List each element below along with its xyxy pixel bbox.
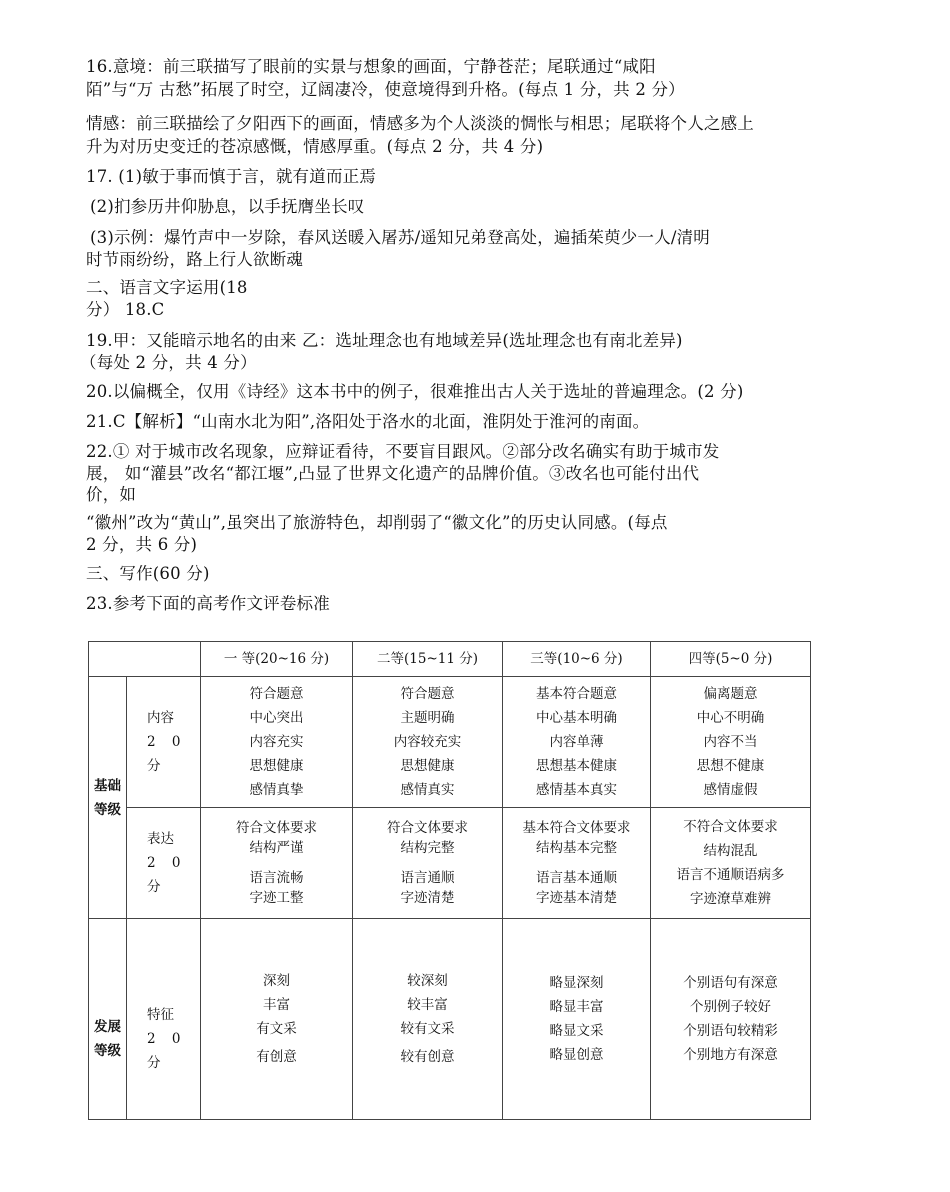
content-criterion-label	[127, 677, 201, 808]
cell-line: 符合文体要求	[236, 820, 317, 836]
cell-line: 有创意	[256, 1049, 297, 1065]
cell-line: 结构基本完整	[536, 840, 617, 856]
cell-line: 内容充实	[249, 734, 304, 750]
table-row-expression	[89, 808, 811, 919]
table-row-feature	[89, 919, 811, 1120]
criterion-label-line: 分	[147, 879, 161, 895]
expression-grade-3-cell	[503, 808, 651, 919]
header-grade-1: 一 等(20~16 分)	[201, 642, 353, 677]
expression-grade-1-cell	[201, 808, 353, 919]
answer-16-line-4: 升为对历史变迁的苍凉感慨，情感厚重。(每点 2 分，共 4 分)	[86, 137, 544, 156]
section-3-heading: 三、写作(60 分)	[86, 564, 210, 583]
cell-line: 思想健康	[249, 758, 304, 774]
cell-line: 语言通顺	[400, 870, 455, 886]
cell-line: 内容不当	[703, 734, 758, 750]
cell-line: 较有文采	[400, 1021, 455, 1037]
criterion-label-line: 分	[147, 758, 161, 774]
answer-22-line-2: 展， 如“灌县”改名“都江堰”,凸显了世界文化遗产的品牌价值。③改名也可能付出代	[86, 464, 700, 483]
answer-20-line: 20.以偏概全，仅用《诗经》这本书中的例子，很难推出古人关于选址的普遍理念。(2 分)	[86, 382, 744, 401]
cell-line: 符合文体要求	[387, 820, 468, 836]
cell-line: 内容单薄	[549, 734, 604, 750]
cell-spacer	[353, 858, 502, 868]
cell-line: 偏离题意	[703, 686, 758, 702]
cell-line: 中心不明确	[696, 710, 765, 726]
cell-line: 感情基本真实	[536, 782, 617, 798]
criterion-label-line: 2 0	[147, 855, 187, 871]
expression-grade-2-cell	[353, 808, 503, 919]
header-grade-4: 四等(5~0 分)	[651, 642, 811, 677]
feature-grade-4-cell	[651, 919, 811, 1120]
cell-line: 个别地方有深意	[683, 1047, 778, 1063]
feature-grade-1-cell	[201, 919, 353, 1120]
cell-line: 字迹清楚	[400, 890, 455, 906]
criterion-label-line: 表达	[147, 831, 174, 847]
answer-16-line-3: 情感：前三联描绘了夕阳西下的画面，情感多为个人淡淡的惆怅与相思；尾联将个人之感上	[86, 114, 754, 133]
header-grade-2: 二等(15~11 分)	[353, 642, 503, 677]
cell-spacer	[503, 858, 650, 868]
content-grade-3-cell	[503, 677, 651, 808]
cell-line: 略显深刻	[549, 975, 604, 991]
answer-16-line-2: 陌”与“万 古愁”拓展了时空，辽阔凄冷，使意境得到升格。(每点 1 分，共 2 分）	[86, 80, 685, 99]
answer-23-line: 23.参考下面的高考作文评卷标准	[86, 594, 330, 613]
cell-line: 中心基本明确	[536, 710, 617, 726]
cell-line: 字迹基本清楚	[536, 890, 617, 906]
cell-line: 思想基本健康	[536, 758, 617, 774]
cell-line: 较深刻	[407, 973, 448, 989]
basic-level-label-line: 等级	[94, 801, 121, 818]
cell-line: 深刻	[263, 973, 290, 989]
develop-level-label	[89, 919, 127, 1120]
cell-line: 结构混乱	[703, 843, 758, 859]
cell-line: 较有创意	[400, 1049, 455, 1065]
answer-18-line: 分） 18.C	[86, 300, 165, 319]
cell-line: 感情虚假	[703, 782, 758, 798]
basic-level-label-line: 基础	[94, 777, 121, 794]
criterion-label-line: 内容	[147, 710, 174, 726]
cell-line: 基本符合文体要求	[522, 820, 631, 836]
answer-21-line: 21.C【解析】“山南水北为阳”,洛阳处于洛水的北面，淮阴处于淮河的南面。	[86, 412, 650, 431]
feature-criterion-label	[127, 919, 201, 1120]
cell-line: 符合题意	[249, 686, 304, 702]
table-corner-cell	[89, 642, 201, 677]
cell-line: 丰富	[263, 997, 290, 1013]
cell-line: 语言流畅	[249, 870, 304, 886]
answer-22-line-4: “徽州”改为“黄山”,虽突出了旅游特色，却削弱了“徽文化”的历史认同感。(每点	[86, 513, 668, 532]
answer-17-line-3: (3)示例：爆竹声中一岁除，春风送暖入屠苏/遥知兄弟登高处，遍插茱萸少一人/清明	[90, 228, 710, 247]
expression-criterion-label	[127, 808, 201, 919]
cell-line: 个别例子较好	[690, 999, 771, 1015]
expression-grade-4-cell	[651, 808, 811, 919]
cell-line: 略显文采	[549, 1023, 604, 1039]
cell-line: 较丰富	[407, 997, 448, 1013]
answer-19-line-2: （每处 2 分，共 4 分）	[80, 353, 257, 372]
table-header-row	[89, 642, 811, 677]
feature-grade-3-cell	[503, 919, 651, 1120]
cell-line: 语言基本通顺	[536, 870, 617, 886]
cell-line: 结构完整	[400, 840, 455, 856]
cell-line: 不符合文体要求	[683, 819, 778, 835]
answer-22-line-1: 22.① 对于城市改名现象，应辩证看待，不要盲目跟风。②部分改名确实有助于城市发	[86, 442, 720, 461]
content-grade-1-cell	[201, 677, 353, 808]
cell-line: 内容较充实	[393, 734, 462, 750]
cell-line: 思想不健康	[696, 758, 765, 774]
content-grade-4-cell	[651, 677, 811, 808]
answer-19-line-1: 19.甲：又能暗示地名的由来 乙：选址理念也有地域差异(选址理念也有南北差异)	[86, 331, 683, 350]
header-grade-3: 三等(10~6 分)	[503, 642, 651, 677]
cell-line: 结构严谨	[249, 840, 304, 856]
cell-line: 符合题意	[400, 686, 455, 702]
essay-grading-table	[88, 641, 811, 1120]
section-2-heading: 二、语言文字运用(18	[86, 278, 248, 297]
criterion-label-line: 特征	[147, 1007, 174, 1023]
criterion-label-line: 分	[147, 1055, 161, 1071]
basic-level-label	[89, 677, 127, 919]
cell-line: 略显丰富	[549, 999, 604, 1015]
answer-22-line-5: 2 分，共 6 分)	[86, 535, 198, 554]
answer-17-line-4: 时节雨纷纷，路上行人欲断魂	[86, 250, 304, 269]
criterion-label-line: 2 0	[147, 1031, 187, 1047]
cell-spacer	[201, 858, 352, 868]
answer-17-line-2: (2)扪参历井仰胁息，以手抚膺坐长叹	[90, 197, 365, 216]
develop-level-label-line: 发展	[94, 1019, 121, 1035]
criterion-label-line: 2 0	[147, 734, 187, 750]
feature-grade-2-cell	[353, 919, 503, 1120]
cell-line: 略显创意	[549, 1047, 604, 1063]
cell-line: 个别语句有深意	[683, 975, 778, 991]
cell-line: 思想健康	[400, 758, 455, 774]
content-grade-2-cell	[353, 677, 503, 808]
cell-line: 语言不通顺语病多	[676, 867, 785, 883]
cell-line: 中心突出	[249, 710, 304, 726]
cell-line: 主题明确	[400, 710, 455, 726]
cell-line: 基本符合题意	[536, 686, 617, 702]
cell-line: 感情真实	[400, 782, 455, 798]
table-row-content	[89, 677, 811, 808]
cell-line: 感情真挚	[249, 782, 304, 798]
develop-level-label-line: 等级	[94, 1043, 121, 1059]
answer-17-line-1: 17. (1)敏于事而慎于言，就有道而正焉	[86, 167, 377, 186]
answer-16-line-1: 16.意境：前三联描写了眼前的实景与想象的画面，宁静苍茫；尾联通过“咸阳	[86, 57, 656, 76]
answer-22-line-3: 价，如	[86, 485, 137, 504]
cell-line: 有文采	[256, 1021, 297, 1037]
cell-line: 字迹潦草难辨	[690, 891, 771, 907]
cell-line: 个别语句较精彩	[683, 1023, 778, 1039]
cell-line: 字迹工整	[249, 890, 304, 906]
